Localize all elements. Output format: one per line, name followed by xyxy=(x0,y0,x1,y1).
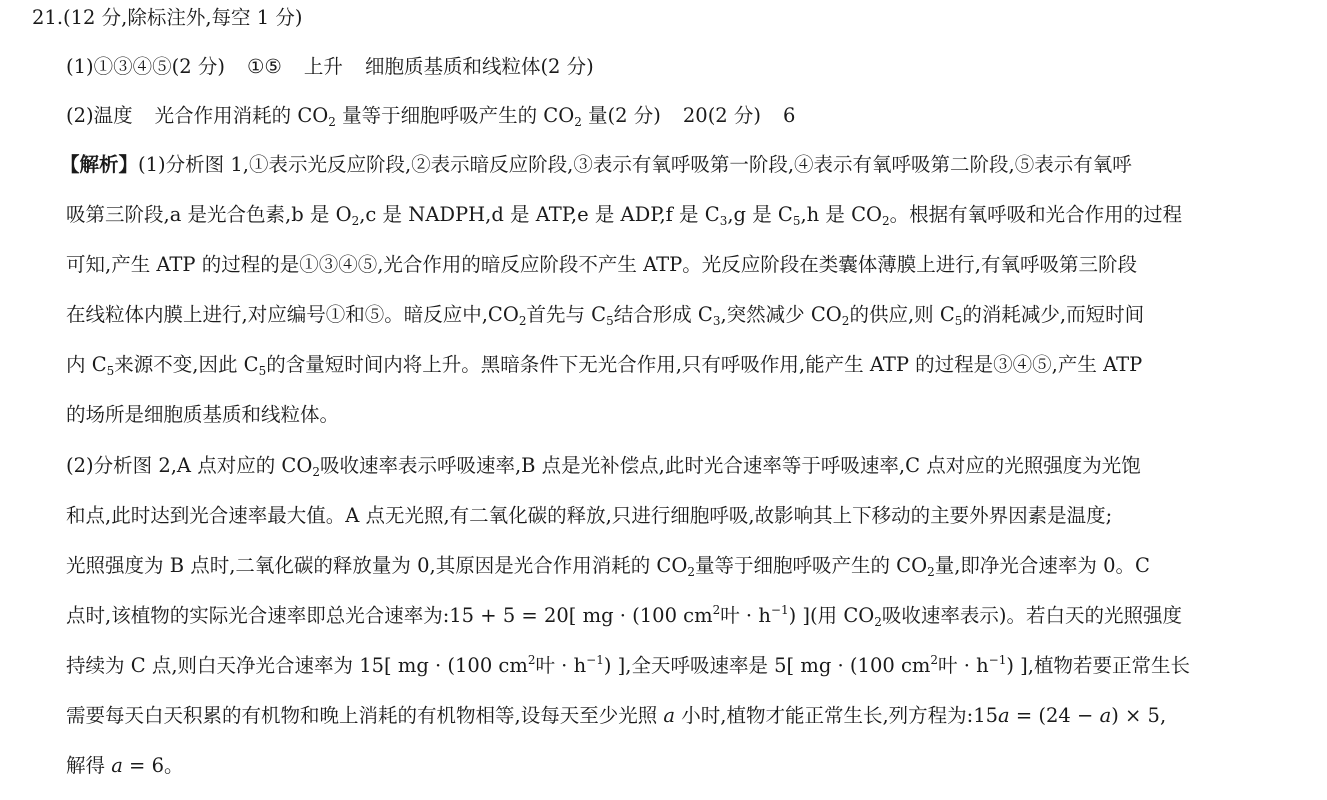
analysis-p2-line-3: 光照强度为 B 点时,二氧化碳的释放量为 0,其原因是光合作用消耗的 $CO_2$量等于细胞呼吸产生的 $CO_2$量,即净光合速率为 0。C xyxy=(66,554,1150,579)
analysis-p1-line-6: 的场所是细胞质基质和线粒体。 xyxy=(66,403,340,426)
answer-1-4: 细胞质基质和线粒体(2 分) xyxy=(364,55,594,78)
answer-part-1: (1)①③④⑤(2 分) ①⑤ 上升 细胞质基质和线粒体(2 分) xyxy=(66,55,594,78)
answer-1-3: 上升 xyxy=(303,55,343,78)
analysis-p2-line-4: 点时,该植物的实际光合速率即总光合速率为:15 + 5 = 20[ mg · (100 $cm^2$叶 · $h^{-1}$) ](用 $CO_2$吸收速率表示)。若白天的光照强度 xyxy=(66,603,1182,629)
analysis-p1-line-5: 内 $C_5$来源不变,因此 $C_5$的含量短时间内将上升。黑暗条件下无光合作用,只有呼吸作用,能产生 ATP 的过程是③④⑤,产生 ATP xyxy=(66,353,1143,378)
analysis-p2-line-7: 解得 a = 6。 xyxy=(66,754,184,777)
answer-2-1: 温度 xyxy=(93,104,133,127)
analysis-tag: 【解析】 xyxy=(60,153,139,176)
analysis-p1-line-1: 【解析】(1)分析图 1,①表示光反应阶段,②表示暗反应阶段,③表示有氧呼吸第一阶段,④表示有氧呼吸第二阶段,⑤表示有氧呼 xyxy=(60,153,1132,176)
analysis-p1-line-3: 可知,产生 ATP 的过程的是①③④⑤,光合作用的暗反应阶段不产生 ATP。光反应阶段在类囊体薄膜上进行,有氧呼吸第三阶段 xyxy=(66,253,1137,276)
analysis-p2-line-5: 持续为 C 点,则白天净光合速率为 15[ mg · (100 $cm^2$叶 · $h^{-1}$) ],全天呼吸速率是 5[ mg · (100 $cm^2$叶 · $h^{-1}$) ],植物若要正常生长 xyxy=(66,653,1190,677)
answer-2-4: 6 xyxy=(783,104,796,127)
answer-2-2: 光合作用消耗的 $CO_2$ 量等于细胞呼吸产生的 $CO_2$ 量(2 分) xyxy=(154,104,661,129)
answer-1-1: ①③④⑤(2 分) xyxy=(93,55,225,78)
analysis-p2-line-2: 和点,此时达到光合速率最大值。A 点无光照,有二氧化碳的释放,只进行细胞呼吸,故影响其上下移动的主要外界因素是温度; xyxy=(66,504,1113,527)
answer-part-2: (2)温度 光合作用消耗的 $CO_2$ 量等于细胞呼吸产生的 $CO_2$ 量(2 分) 20(2 分) 6 xyxy=(66,104,796,129)
answer-1-2: ①⑤ xyxy=(246,55,282,78)
question-number: 21. xyxy=(32,6,64,29)
question-score-note: (12 分,除标注外,每空 1 分) xyxy=(63,6,303,29)
analysis-p2-line-1: (2)分析图 2,A 点对应的 $CO_2$吸收速率表示呼吸速率,B 点是光补偿点,此时光合速率等于呼吸速率,C 点对应的光照强度为光饱 xyxy=(66,454,1141,479)
analysis-p2-line-6: 需要每天白天积累的有机物和晚上消耗的有机物相等,设每天至少光照 a 小时,植物才能正常生长,列方程为:15a = (24 − a) × 5, xyxy=(66,704,1167,727)
analysis-p1-line-4: 在线粒体内膜上进行,对应编号①和⑤。暗反应中$,CO_2$首先与 $C_5$结合形成 $C_3$,突然减少 $CO_2$的供应,则 $C_5$的消耗减少,而短时间 xyxy=(66,303,1145,328)
question-header xyxy=(32,3,302,33)
analysis-p1-line-2: 吸第三阶段,a 是光合色素,b 是 $O_2,c$ 是 NADPH,d 是 ATP,e 是 ADP,f 是 $C_3,g$ 是 $C_5,h$ 是 $CO_2$。根据有氧呼吸和光合作用的过程 xyxy=(66,203,1183,228)
answer-2-3: 20(2 分) xyxy=(682,104,762,127)
